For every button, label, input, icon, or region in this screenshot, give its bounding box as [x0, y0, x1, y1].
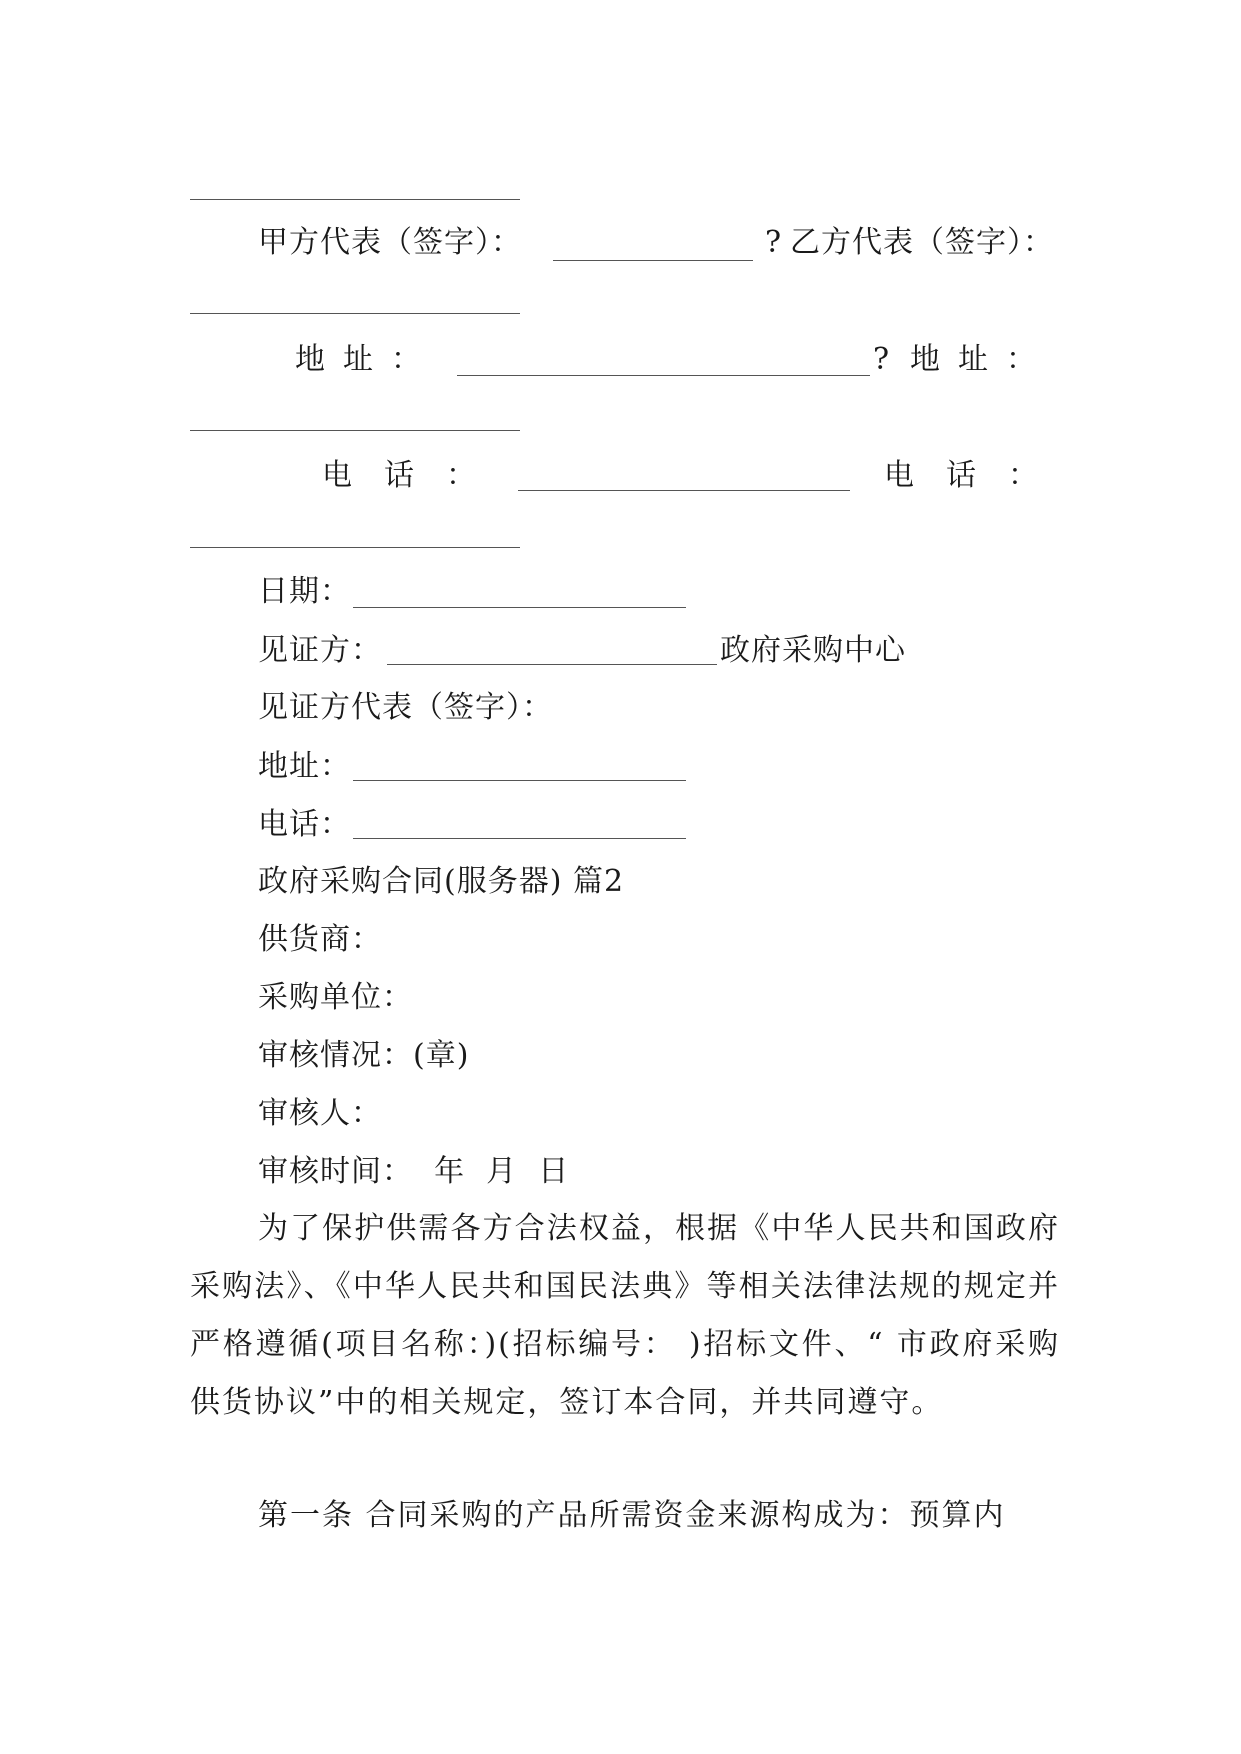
witness-blank [387, 664, 717, 665]
party-b-phone-blank [190, 547, 520, 548]
party-a-rep-label: 甲方代表（签字）： [258, 225, 522, 260]
party-b-address-label: 地址： [910, 342, 1054, 377]
party-b-address-marker: ? [873, 342, 891, 377]
witness-label: 见证方： [258, 633, 382, 668]
party-a-address-blank [457, 375, 870, 376]
purchaser-label: 采购单位： [258, 980, 413, 1015]
party-b-phone-label: 电话： [884, 458, 1070, 493]
party-a-phone-label: 电话： [322, 458, 508, 493]
supplier-label: 供货商： [258, 922, 382, 957]
witness-phone-blank [353, 838, 686, 839]
witness-address-blank [353, 780, 686, 781]
date-label: 日期： [258, 574, 351, 609]
contract-title-2: 政府采购合同(服务器) 篇2 [258, 864, 625, 899]
witness-rep-label: 见证方代表（签字）： [258, 690, 553, 725]
witness-address-label: 地址： [258, 749, 351, 784]
review-time-label: 审核时间： 年 月 日 [258, 1154, 570, 1189]
party-a-phone-blank [518, 490, 850, 491]
party-b-marker: ? [765, 225, 783, 260]
party-a-rep-blank [553, 260, 753, 261]
party-a-address-label: 地址： [295, 342, 439, 377]
date-blank [353, 607, 686, 608]
witness-phone-label: 电话： [258, 807, 351, 842]
preamble-paragraph: 为了保护供需各方合法权益，根据《中华人民共和国政府采购法》、《中华人民共和国民法典》等相关法律法规的规定并严格遵循(项目名称：)(招标编号： )招标文件、“ 市政府采购供货协议”中的相关规定，签订本合同，并共同遵守。 [190, 1211, 1060, 1420]
party-b-rep-blank [190, 313, 520, 314]
witness-suffix: 政府采购中心 [720, 633, 906, 668]
party-b-rep-label: 乙方代表（签字）： [790, 225, 1054, 260]
signature-blank-line [190, 199, 520, 200]
party-b-address-blank [190, 430, 520, 431]
review-status-label: 审核情况：(章) [258, 1038, 470, 1073]
reviewer-label: 审核人： [258, 1096, 382, 1131]
article-one-paragraph: 第一条 合同采购的产品所需资金来源构成为：预算内 [258, 1498, 1006, 1533]
